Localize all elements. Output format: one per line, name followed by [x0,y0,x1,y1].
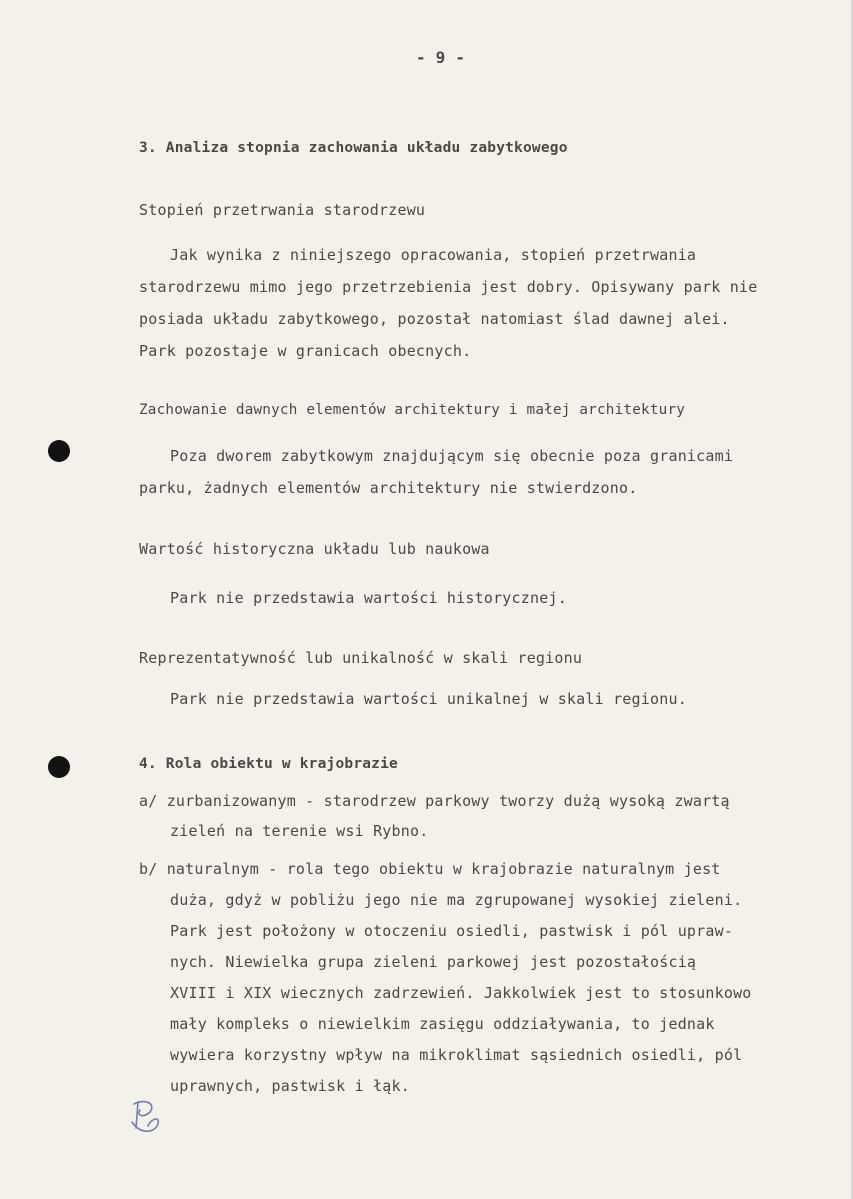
p4-line-1: Park nie przedstawia wartości unikalnej w skali regionu. [170,690,687,708]
p3-title: Wartość historyczna układu lub naukowa [139,540,490,558]
section4-heading: 4. Rola obiektu w krajobrazie [139,756,398,772]
section4-b-line-6: mały kompleks o niewielkim zasięgu oddziaływania, to jednak [170,1015,715,1033]
section4-b-line-8: uprawnych, pastwisk i łąk. [170,1077,410,1095]
p2-line-2: parku, żadnych elementów architektury nie stwierdzono. [139,479,638,497]
p1-line-4: Park pozostaje w granicach obecnych. [139,342,472,360]
p1-title: Stopień przetrwania starodrzewu [139,201,426,219]
punch-hole-icon [48,756,70,778]
section4-b-line-7: wywiera korzystny wpływ na mikroklimat sąsiednich osiedli, pól [170,1046,743,1064]
section4-a-line-1: a/ zurbanizowanym - starodrzew parkowy tworzy dużą wysoką zwartą [139,792,730,810]
section4-b-line-1: b/ naturalnym - rola tego obiektu w krajobrazie naturalnym jest [139,860,721,878]
section3-heading: 3. Analiza stopnia zachowania układu zabytkowego [139,140,568,156]
section4-b-line-5: XVIII i XIX wiecznych zadrzewień. Jakkolwiek jest to stosunkowo [170,984,752,1002]
handwritten-initial-icon [128,1098,162,1136]
p3-line-1: Park nie przedstawia wartości historycznej. [170,589,567,607]
section4-b-line-3: Park jest położony w otoczeniu osiedli, pastwisk i pól upraw- [170,922,734,940]
section4-b-line-2: duża, gdyż w pobliżu jego nie ma zgrupowanej wysokiej zieleni. [170,891,743,909]
p4-title: Reprezentatywność lub unikalność w skali regionu [139,649,583,667]
p1-line-1: Jak wynika z niniejszego opracowania, stopień przetrwania [170,246,697,264]
section4-b-line-4: nych. Niewielka grupa zieleni parkowej jest pozostałością [170,953,697,971]
p2-title: Zachowanie dawnych elementów architektury i małej architektury [139,402,686,418]
p1-line-2: starodrzewu mimo jego przetrzebienia jest dobry. Opisywany park nie [139,278,758,296]
page-number: - 9 - [416,48,466,67]
punch-hole-icon [48,440,70,462]
section4-a-line-2: zieleń na terenie wsi Rybno. [170,822,429,840]
p2-line-1: Poza dworem zabytkowym znajdującym się obecnie poza granicami [170,447,734,465]
p1-line-3: posiada układu zabytkowego, pozostał natomiast ślad dawnej alei. [139,310,730,328]
